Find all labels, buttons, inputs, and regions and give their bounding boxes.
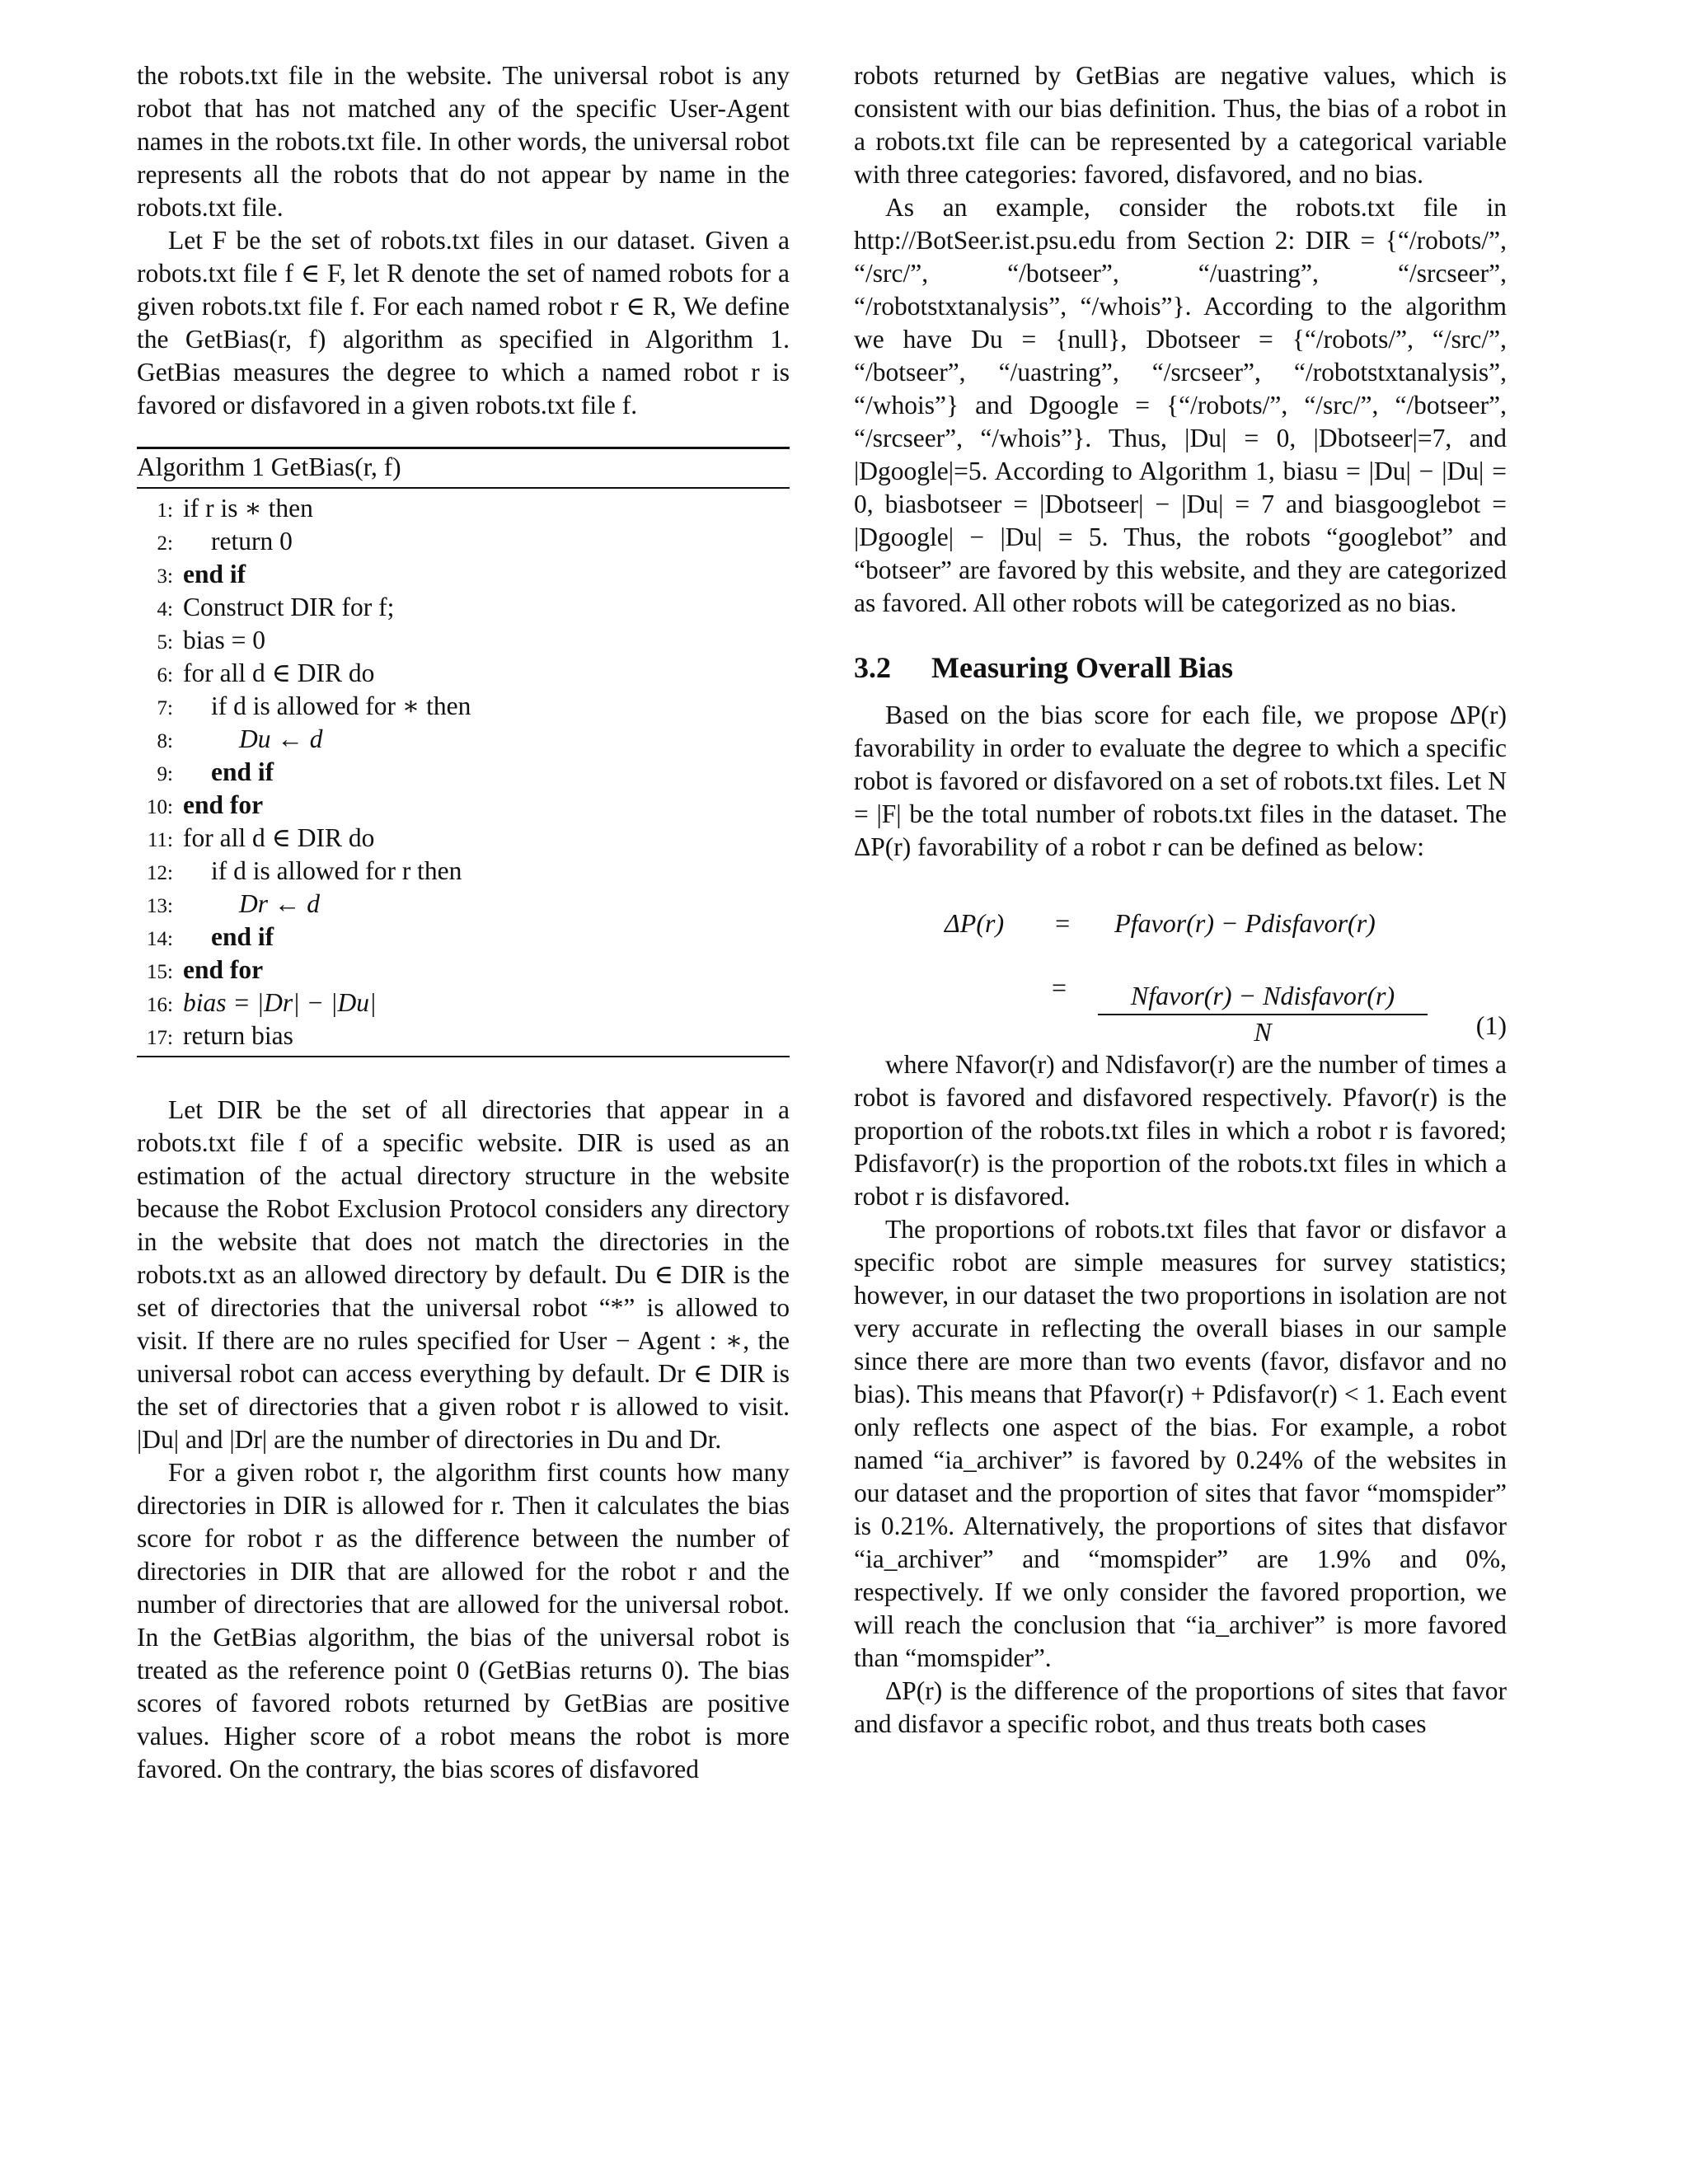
algorithm-line: 15: end for	[147, 955, 264, 984]
fraction-denominator: N	[1254, 1017, 1272, 1047]
algorithm-line: 14: end if	[147, 922, 274, 951]
paragraph: Let DIR be the set of all directories that appear in a robots.txt file f of a specific website. DIR is used as an estimation of the actual directory structure in the website because the Robot Exclusion Protocol considers any directory in the website that does not match the directories in the robots.txt as an allowed directory by default. Du ∈ DIR is the set of directories that the universal robot “*” is allowed to visit. If there are no rules specified for User − Agent : ∗, the universal robot can access everything by default. Dr ∈ DIR is the set of directories that a given robot r is allowed to visit. |Du| and |Dr| are the number of directories in Du and Dr.	[137, 1095, 790, 1454]
equation-equals-2: =	[1052, 972, 1067, 1002]
paragraph: where Nfavor(r) and Ndisfavor(r) are the number of times a robot is favored and disfavored respectively. Pfavor(r) is the proportion of the robots.txt files in which a robot r is favored; Pdisfavor(r) is the proportion of the robots.txt files in which a robot r is disfavored.	[854, 1050, 1507, 1211]
equation-fraction	[1098, 979, 1428, 1048]
equation-rhs: Pfavor(r) − Pdisfavor(r)	[1114, 908, 1376, 938]
algorithm-line: 8: Du ← d	[157, 724, 323, 753]
algorithm-line: 7: if d is allowed for ∗ then	[157, 691, 471, 720]
algorithm-box	[137, 447, 790, 1057]
algorithm-line: 10: end for	[147, 790, 264, 819]
fraction-numerator: Nfavor(r) − Ndisfavor(r)	[1098, 979, 1428, 1015]
paragraph: The proportions of robots.txt files that favor or disfavor a specific robot are simple measures for survey statistics; however, in our dataset the two proportions in isolation are not very accurate in reflecting the overall biases in our sample since there are more than two events (favor, disfavor and no bias). This means that Pfavor(r) + Pdisfavor(r) < 1. Each event only reflects one aspect of the bias. For example, a robot named “ia_archiver” is favored by 0.24% of the websites in our dataset and the proportion of sites that favor “momspider” is 0.21%. Alternatively, the proportions of sites that disfavor “ia_archiver” and “momspider” are 1.9% and 0%, respectively. If we only consider the favored proportion, we will reach the conclusion that “ia_archiver” is more favored than “momspider”.	[854, 1215, 1507, 1672]
algorithm-line: 2: return 0	[157, 527, 293, 555]
algorithm-title: Algorithm 1 GetBias(r, f)	[137, 449, 790, 489]
paragraph: As an example, consider the robots.txt file in http://BotSeer.ist.psu.edu from Section 2: DIR = {“/robots/”, “/src/”, “/botseer”, “/uastring”, “/srcseer”, “/robotstxtanalysis”, “/whois”}. According to the algorithm we have Du = {null}, Dbotseer = {“/robots/”, “/src/”, “/botseer”, “/uastring”, “/srcseer”, “/robotstxtanalysis”, “/whois”} and Dgoogle = {“/robots/”, “/src/”, “/botseer”, “/srcseer”, “/whois”}. Thus, |Du| = 0, |Dbotseer|=7, and |Dgoogle|=5. According to Algorithm 1, biasu = |Du| − |Du| = 0, biasbotseer = |Dbotseer| − |Du| = 7 and biasgooglebot = |Dgoogle| − |Du| = 5. Thus, the robots “googlebot” and “botseer” are favored by this website, and they are categorized as favored. All other robots will be categorized as no bias.	[854, 193, 1507, 617]
algorithm-line: 3: end if	[157, 560, 246, 588]
equation-lhs: ΔP(r)	[945, 908, 1005, 938]
algorithm-line: 9: end if	[157, 757, 274, 786]
equation-row	[945, 907, 1376, 940]
equation-block	[854, 893, 1507, 1047]
algorithm-line: 12: if d is allowed for r then	[147, 856, 462, 885]
algorithm-line: 5: bias = 0	[157, 626, 266, 654]
section-number: 3.2	[854, 651, 891, 684]
equation-number: (1)	[1475, 1010, 1507, 1040]
paragraph: For a given robot r, the algorithm first counts how many directories in DIR is allowed for r. Then it calculates the bias score for robot r as the difference between the number of directories in DIR that are allowed for the robot r and the number of directories that are allowed for the universal robot. In the GetBias algorithm, the bias of the universal robot is treated as the reference point 0 (GetBias returns 0). The bias scores of favored robots returned by GetBias are positive values. Higher score of a robot means the robot is more favored. On the contrary, the bias scores of disfavored	[137, 1458, 790, 1783]
left-column	[137, 59, 790, 1786]
paragraph: robots returned by GetBias are negative values, which is consistent with our bias definition. Thus, the bias of a robot in a robots.txt file can be represented by a categorical variable with three categories: favored, disfavored, and no bias.	[854, 61, 1507, 189]
algorithm-line: 11: for all d ∈ DIR do	[147, 823, 375, 852]
paragraph: Let F be the set of robots.txt files in our dataset. Given a robots.txt file f ∈ F, let R denote the set of named robots for a given robots.txt file f. For each named robot r ∈ R, We define the GetBias(r, f) algorithm as specified in Algorithm 1. GetBias measures the degree to which a named robot r is favored or disfavored in a given robots.txt file f.	[137, 226, 790, 419]
section-title: Measuring Overall Bias	[931, 651, 1233, 684]
algorithm-line: 17: return bias	[147, 1021, 293, 1050]
section-heading	[854, 649, 1507, 686]
algorithm-lines	[137, 489, 790, 1057]
equation-equals: =	[1055, 908, 1071, 938]
algorithm-line: 1: if r is ∗ then	[157, 494, 313, 523]
paragraph: Based on the bias score for each file, we propose ΔP(r) favorability in order to evaluate the degree to which a specific robot is favored or disfavored on a set of robots.txt files. Let N = |F| be the total number of robots.txt files in the dataset. The ΔP(r) favorability of a robot r can be defined as below:	[854, 701, 1507, 861]
algorithm-line: 6: for all d ∈ DIR do	[157, 658, 375, 687]
paragraph: ΔP(r) is the difference of the proportions of sites that favor and disfavor a specific robot, and thus treats both cases	[854, 1676, 1507, 1738]
algorithm-line: 16: bias = |Dr| − |Du|	[147, 988, 377, 1017]
algorithm-line: 13: Dr ← d	[147, 889, 321, 918]
right-column	[854, 59, 1507, 1741]
paragraph: the robots.txt file in the website. The universal robot is any robot that has not matched any of the specific User-Agent names in the robots.txt file. In other words, the universal robot represents all the robots that do not appear by name in the robots.txt file.	[137, 61, 790, 222]
algorithm-line: 4: Construct DIR for f;	[157, 593, 395, 621]
